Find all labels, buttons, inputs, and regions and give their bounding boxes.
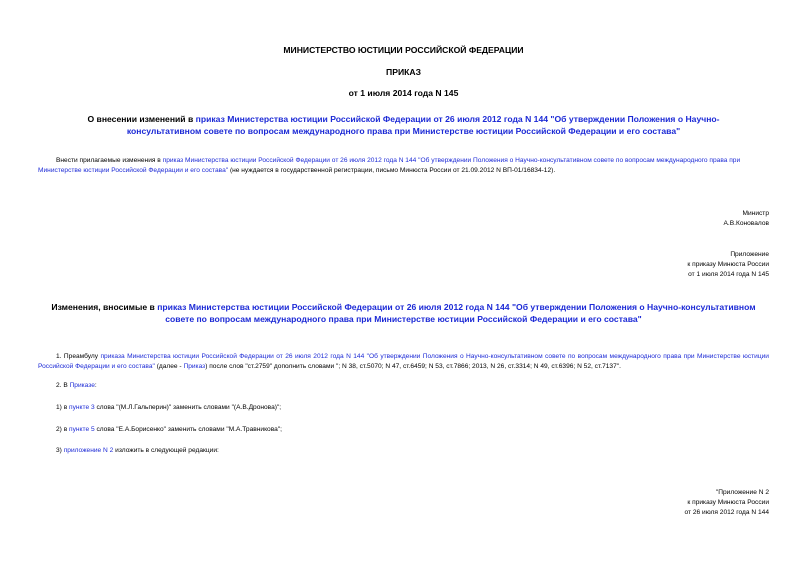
- item-5-paragraph: [56, 446, 219, 456]
- item-3-prefix: 1) в: [56, 404, 70, 411]
- item-2-order-link[interactable]: Приказе: [69, 382, 95, 389]
- document-title-prefix: О внесении изменений в: [87, 114, 196, 124]
- signature-block: [724, 209, 769, 229]
- intro-paragraph: [38, 156, 769, 176]
- item-3-point-link[interactable]: пункте 3: [69, 404, 95, 411]
- appendix-line-2: к приказу Минюста России: [687, 261, 769, 268]
- signature-position: Министр: [742, 210, 769, 217]
- item-1-order-link[interactable]: приказа Министерства юстиции Российской Федерации от 26 июля 2012 года N 144 "Об утверждении Положения о Научно-консультативном совете по вопросам международного права при Министерстве юстиции Российской Федерации и его состава": [38, 353, 769, 370]
- intro-suffix: (не нуждается в государственной регистрации, письмо Минюста России от 21.09.2012 N ВП-01/16834-12).: [228, 167, 556, 174]
- item-5-prefix: 3): [56, 447, 64, 454]
- item-1-order-short-link[interactable]: Приказ: [183, 363, 206, 370]
- item-1-mid: (далее -: [154, 363, 184, 370]
- item-5-suffix: изложить в следующей редакции:: [113, 447, 219, 454]
- item-4-suffix: слова "Е.А.Борисенко" заменить словами "М.А.Травникова";: [94, 426, 282, 433]
- signature-name: А.В.Коновалов: [723, 220, 769, 227]
- doc-date-number: от 1 июля 2014 года N 145: [348, 88, 459, 98]
- appendix-2-line-1: "Приложение N 2: [715, 489, 769, 496]
- item-1-paragraph: [38, 352, 769, 372]
- appendix-2-line-2: к приказу Минюста России: [687, 499, 769, 506]
- doc-type-heading: ПРИКАЗ: [386, 67, 421, 77]
- item-2-paragraph: [56, 381, 97, 391]
- appendix-block: [687, 250, 769, 280]
- item-1-suffix: ) после слов "ст.2759" дополнить словами "; N 38, ст.5070; N 47, ст.6459; N 53, ст.7866; 2013, N 26, ст.3314; N 49, ст.6396; N 52, ст.7137".: [205, 363, 621, 370]
- item-1-prefix: 1. Преамбулу: [56, 353, 101, 360]
- item-3-suffix: слова "(М.Л.Гальперин)" заменить словами "(А.В.Дронова)";: [94, 404, 282, 411]
- intro-prefix: Внести прилагаемые изменения в: [56, 157, 163, 164]
- changes-title-prefix: Изменения, вносимые в: [51, 302, 158, 312]
- ministry-heading: МИНИСТЕРСТВО ЮСТИЦИИ РОССИЙСКОЙ ФЕДЕРАЦИИ: [283, 45, 524, 55]
- document-title: [60, 113, 747, 137]
- item-4-point-link[interactable]: пункте 5: [69, 426, 95, 433]
- item-2-suffix: :: [94, 382, 97, 389]
- appendix-2-line-3: от 26 июля 2012 года N 144: [684, 509, 769, 516]
- changes-title-link[interactable]: приказ Министерства юстиции Российской Федерации от 26 июля 2012 года N 144 "Об утверждении Положения о Научно-консультативном совете по вопросам международного права при Министерстве юстиции Российской Федерации и его состава": [157, 302, 756, 324]
- changes-title: [38, 301, 769, 325]
- item-4-paragraph: [56, 425, 282, 435]
- appendix-line-1: Приложение: [730, 251, 769, 258]
- intro-order-link[interactable]: приказ Министерства юстиции Российской Федерации от 26 июля 2012 года N 144 "Об утверждении Положения о Научно-консультативном совете по вопросам международного права при Министерстве юстиции Российской Федерации и его состава": [38, 157, 741, 174]
- appendix-2-block: [685, 488, 770, 518]
- item-3-paragraph: [56, 403, 281, 413]
- item-4-prefix: 2) в: [56, 426, 70, 433]
- document-title-link[interactable]: приказ Министерства юстиции Российской Федерации от 26 июля 2012 года N 144 "Об утверждении Положения о Научно-консультативном совете по вопросам международного права при Министерстве юстиции Российской Федерации и его состава": [126, 114, 720, 136]
- item-5-appendix-link[interactable]: приложение N 2: [63, 447, 114, 454]
- appendix-line-3: от 1 июля 2014 года N 145: [688, 271, 769, 278]
- item-2-prefix: 2. В: [56, 382, 70, 389]
